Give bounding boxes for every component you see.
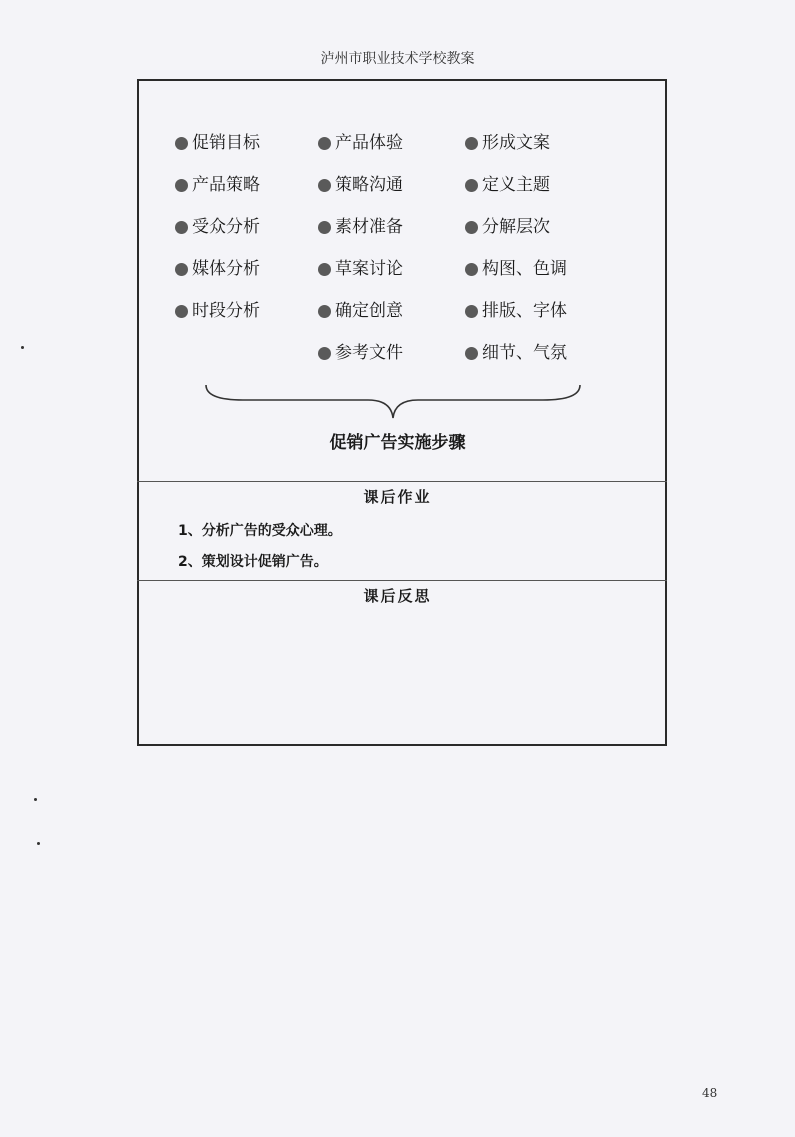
bullet-icon — [318, 263, 331, 276]
bullet-icon — [318, 179, 331, 192]
homework-item: 2、策划设计促销广告。 — [178, 554, 328, 570]
bullet-icon — [465, 179, 478, 192]
item-label: 细节、气氛 — [482, 343, 567, 363]
list-item — [465, 130, 567, 172]
item-label: 构图、色调 — [482, 259, 567, 279]
bullet-icon — [175, 137, 188, 150]
list-item — [175, 130, 260, 172]
item-label: 产品体验 — [335, 133, 403, 153]
list-item — [175, 298, 260, 340]
item-label: 促销目标 — [192, 133, 260, 153]
column-creative-preparation — [318, 130, 403, 382]
bullet-icon — [465, 263, 478, 276]
scan-speck — [34, 798, 37, 801]
bullet-icon — [465, 221, 478, 234]
list-item — [318, 214, 403, 256]
bullet-icon — [175, 305, 188, 318]
list-item — [465, 256, 567, 298]
bullet-icon — [465, 305, 478, 318]
homework-item: 1、分析广告的受众心理。 — [178, 523, 342, 539]
reflection-title: 课后反思 — [363, 587, 432, 605]
item-label: 媒体分析 — [192, 259, 260, 279]
list-item — [465, 172, 567, 214]
item-label: 确定创意 — [335, 301, 403, 321]
bullet-icon — [175, 179, 188, 192]
bullet-icon — [318, 305, 331, 318]
section-divider — [137, 481, 667, 482]
bullet-icon — [175, 263, 188, 276]
document-header-title: 泸州市职业技术学校教案 — [320, 51, 475, 67]
list-item — [318, 256, 403, 298]
list-item — [175, 172, 260, 214]
list-item — [318, 172, 403, 214]
page-number: 48 — [702, 1086, 718, 1100]
bullet-icon — [465, 347, 478, 360]
list-item — [175, 256, 260, 298]
list-item — [318, 298, 403, 340]
bullet-icon — [465, 137, 478, 150]
list-item — [318, 130, 403, 172]
item-label: 产品策略 — [192, 175, 260, 195]
bullet-icon — [318, 221, 331, 234]
list-item — [465, 214, 567, 256]
item-label: 时段分析 — [192, 301, 260, 321]
curly-brace-icon — [203, 382, 583, 422]
homework-title: 课后作业 — [363, 488, 432, 506]
item-label: 策略沟通 — [335, 175, 403, 195]
steps-summary-label: 促销广告实施步骤 — [329, 433, 466, 453]
list-item — [175, 214, 260, 256]
item-label: 形成文案 — [482, 133, 550, 153]
column-promotion-planning — [175, 130, 260, 340]
item-label: 定义主题 — [482, 175, 550, 195]
scan-speck — [21, 346, 24, 349]
item-label: 分解层次 — [482, 217, 550, 237]
list-item — [318, 340, 403, 382]
column-design-execution — [465, 130, 567, 382]
bullet-icon — [175, 221, 188, 234]
item-label: 受众分析 — [192, 217, 260, 237]
list-item — [465, 340, 567, 382]
bullet-icon — [318, 137, 331, 150]
item-label: 草案讨论 — [335, 259, 403, 279]
item-label: 参考文件 — [335, 343, 403, 363]
scan-speck — [37, 842, 40, 845]
section-divider — [137, 580, 667, 581]
bullet-icon — [318, 347, 331, 360]
item-label: 素材准备 — [335, 217, 403, 237]
item-label: 排版、字体 — [482, 301, 567, 321]
list-item — [465, 298, 567, 340]
